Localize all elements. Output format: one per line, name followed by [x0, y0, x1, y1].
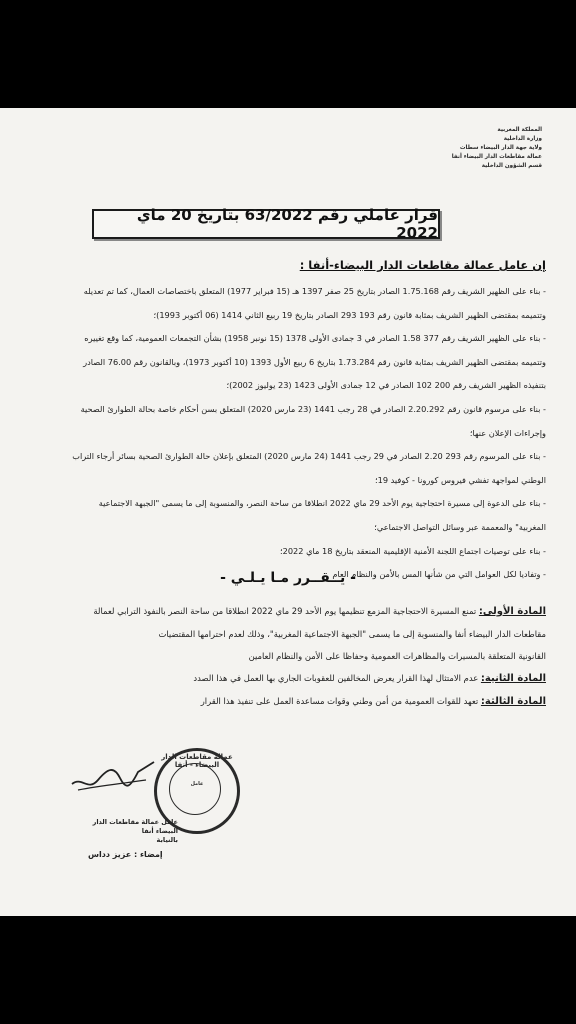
preamble-line: - بناء على المرسوم رقم 293 2.20 الصادر في 29 رجب 1441 (24 مارس 2020) المتعلق بإعلان حالة الطوارئ الصحية بسائر أرجاء التراب [72, 451, 546, 462]
article-text: تعهد للقوات العمومية من أمن وطني وقوات مساعدة العمل على تنفيذ هذا القرار [200, 696, 479, 706]
handwritten-signature [68, 758, 158, 798]
preamble-line: - وتفاديا لكل العوامل التي من شأنها المس بالأمن والنظام العام [332, 569, 546, 580]
preamble-line: وتتميمه بمقتضى الظهير الشريف بمثابة قانون رقم 1.73.284 بتاريخ 6 ربيع الأول 1393 (10 أكتوبر 1973)، وبالقانون رقم 76.00 الصادر [83, 356, 546, 367]
signature-caption-line: بالنيابة [156, 836, 178, 844]
stamp-outer-text: عمالة مقاطعات الدار البيضاء - أنفا [161, 753, 233, 769]
article-label: المادة الأولى: [478, 606, 546, 617]
preamble-line: وتتميمه بمقتضى الظهير الشريف بمثابة قانون رقم 193 293 الصادر بتاريخ 19 ربيع الثاني 1414 (06 أكتوبر 1993)؛ [153, 309, 546, 320]
preamble-line: وإجراءات الإعلان عنها؛ [469, 427, 546, 438]
letterhead [392, 126, 542, 171]
preamble [40, 280, 546, 587]
document-page [0, 108, 576, 916]
article-2 [36, 667, 546, 690]
article-label: المادة الثالثة: [480, 696, 546, 707]
document-title: قرار عاملي رقم 63/2022 بتاريخ 20 ماي 2022 [92, 209, 440, 239]
preamble-line: - بناء على الدعوة إلى مسيرة احتجاجية يوم الأحد 29 ماي 2022 انطلاقا من ساحة النصر، والمنسوبة إلى ما يسمى "الجبهة الاجتماعية [98, 498, 546, 509]
signatory-name: إمضاء : عزيز دداس [88, 850, 163, 859]
preamble-line: المغربية" والمعممة عبر وسائل التواصل الاجتماعي؛ [374, 521, 546, 532]
stamp-emblem [169, 763, 221, 815]
letterhead-line: ولاية جهة الدار البيضاء سطات [459, 145, 542, 151]
article-text: عدم الامتثال لهذا القرار يعرض المخالفين للعقوبات الجاري بها العمل في هذا الصدد [193, 673, 479, 683]
letterhead-line: قسم الشؤون الداخلية [481, 163, 542, 169]
preamble-line: الوطني لمواجهة تفشي فيروس كورونا - كوفيد 19؛ [375, 474, 546, 485]
addressee: إن عامل عمالة مقاطعات الدار البيضاء-أنفا : [299, 258, 546, 272]
article-label: المادة الثانية: [480, 673, 546, 684]
decree-heading: - يــقــرر مـا يـلـي - [220, 570, 356, 586]
articles [36, 600, 546, 713]
preamble-line: - بناء على توصيات اجتماع اللجنة الأمنية الإقليمية المنعقد بتاريخ 18 ماي 2022؛ [280, 545, 546, 556]
letterhead-line: وزارة الداخلية [503, 136, 542, 142]
signature-caption-line: عامل عمالة مقاطعات الدار البيضاء أنفا [92, 818, 178, 835]
article-1-line: القانونية المتعلقة بالمسيرات والمظاهرات العمومية وحفاظا على الأمن والنظام العامين [248, 651, 546, 661]
letterhead-line: عمالة مقاطعات الدار البيضاء أنفا [451, 154, 542, 160]
preamble-line: بتنفيذه الظهير الشريف رقم 200 102 الصادر في 12 جمادى الأولى 1423 (23 يوليوز 2002)؛ [226, 380, 546, 391]
article-text: تمنع المسيرة الاحتجاجية المزمع تنظيمها يوم الأحد 29 ماي 2022 انطلاقا من ساحة النصر بالنفوذ الترابي لعمالة [93, 606, 477, 616]
article-3 [36, 690, 546, 713]
stamp-inner-text: عامل [190, 781, 204, 787]
preamble-line: - بناء على الظهير الشريف رقم 1.75.168 الصادر بتاريخ 25 صفر 1397 هـ (15 فبراير 1977) المتعلق باختصاصات العمال، كما تم تعديله [83, 286, 546, 296]
letterhead-line: المملكة المغربية [497, 127, 542, 133]
signature-caption [78, 818, 178, 845]
preamble-line: - بناء على الظهير الشريف رقم 377 1.58 الصادر في 3 جمادى الأولى 1378 (15 نونبر 1958) بشأن التجمعات العمومية، كما وقع تغييره [84, 333, 546, 344]
article-1 [36, 600, 546, 623]
article-1-line: مقاطعات الدار البيضاء أنفا والمنسوبة إلى ما يسمى "الجبهة الاجتماعية المغربية"، وذلك لعدم احترامها المقتضيات [158, 629, 546, 639]
preamble-line: - بناء على مرسوم قانون رقم 2.20.292 الصادر في 28 رجب 1441 (23 مارس 2020) المتعلق بسن أحكام خاصة بحالة الطوارئ الصحية [80, 403, 546, 414]
